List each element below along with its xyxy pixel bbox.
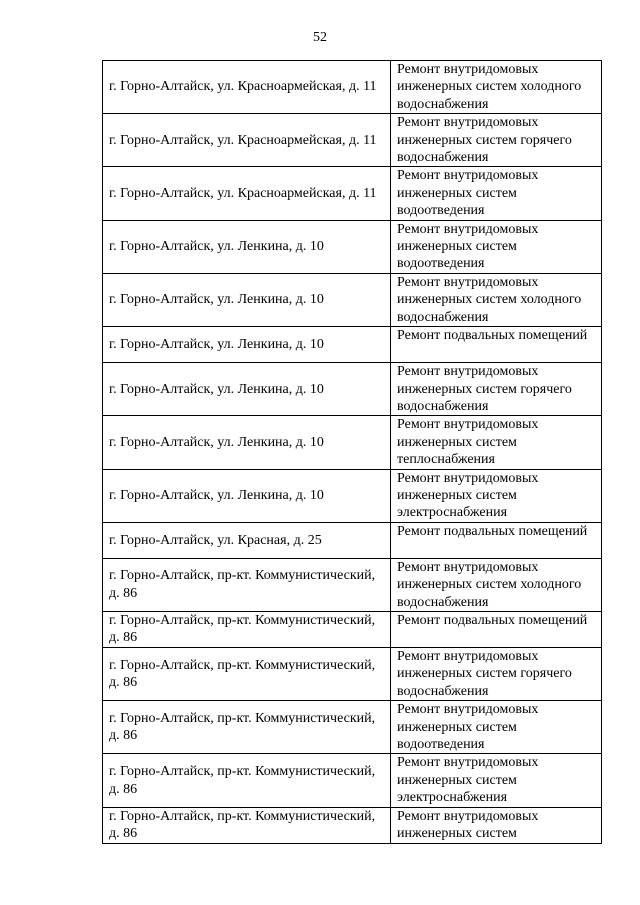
work-cell: Ремонт внутридомовых инженерных систем холодного водоснабжения	[391, 61, 602, 114]
table-row	[103, 522, 602, 558]
table-row	[103, 61, 602, 114]
address-cell: г. Горно-Алтайск, пр-кт. Коммунистический, д. 86	[103, 611, 391, 647]
address-cell: г. Горно-Алтайск, ул. Ленкина, д. 10	[103, 416, 391, 469]
work-cell: Ремонт внутридомовых инженерных систем холодного водоснабжения	[391, 558, 602, 611]
address-cell: г. Горно-Алтайск, ул. Красноармейская, д. 11	[103, 167, 391, 220]
address-cell: г. Горно-Алтайск, пр-кт. Коммунистический, д. 86	[103, 558, 391, 611]
table-row	[103, 469, 602, 522]
address-cell: г. Горно-Алтайск, ул. Красноармейская, д. 11	[103, 61, 391, 114]
work-cell: Ремонт внутридомовых инженерных систем горячего водоснабжения	[391, 647, 602, 700]
table-row	[103, 363, 602, 416]
address-cell: г. Горно-Алтайск, пр-кт. Коммунистический, д. 86	[103, 807, 391, 843]
table-row	[103, 167, 602, 220]
work-cell: Ремонт подвальных помещений	[391, 522, 602, 558]
address-cell: г. Горно-Алтайск, ул. Ленкина, д. 10	[103, 363, 391, 416]
work-cell: Ремонт внутридомовых инженерных систем водоотведения	[391, 220, 602, 273]
table-row	[103, 220, 602, 273]
table-row	[103, 416, 602, 469]
table-row	[103, 807, 602, 843]
address-cell: г. Горно-Алтайск, ул. Красноармейская, д. 11	[103, 114, 391, 167]
table-row	[103, 754, 602, 807]
address-cell: г. Горно-Алтайск, ул. Ленкина, д. 10	[103, 327, 391, 363]
work-cell: Ремонт подвальных помещений	[391, 611, 602, 647]
address-cell: г. Горно-Алтайск, пр-кт. Коммунистический, д. 86	[103, 754, 391, 807]
table-row	[103, 647, 602, 700]
work-cell: Ремонт внутридомовых инженерных систем холодного водоснабжения	[391, 273, 602, 326]
work-cell: Ремонт внутридомовых инженерных систем водоотведения	[391, 701, 602, 754]
address-cell: г. Горно-Алтайск, пр-кт. Коммунистический, д. 86	[103, 647, 391, 700]
work-cell: Ремонт внутридомовых инженерных систем	[391, 807, 602, 843]
work-cell: Ремонт внутридомовых инженерных систем электроснабжения	[391, 469, 602, 522]
works-table	[102, 60, 602, 844]
work-cell: Ремонт внутридомовых инженерных систем электроснабжения	[391, 754, 602, 807]
address-cell: г. Горно-Алтайск, ул. Красная, д. 25	[103, 522, 391, 558]
table-row	[103, 701, 602, 754]
work-cell: Ремонт подвальных помещений	[391, 327, 602, 363]
table-row	[103, 273, 602, 326]
table-row	[103, 611, 602, 647]
work-cell: Ремонт внутридомовых инженерных систем горячего водоснабжения	[391, 363, 602, 416]
work-cell: Ремонт внутридомовых инженерных систем водоотведения	[391, 167, 602, 220]
address-cell: г. Горно-Алтайск, ул. Ленкина, д. 10	[103, 220, 391, 273]
page-number: 52	[313, 30, 327, 45]
table-row	[103, 327, 602, 363]
work-cell: Ремонт внутридомовых инженерных систем горячего водоснабжения	[391, 114, 602, 167]
address-cell: г. Горно-Алтайск, пр-кт. Коммунистический, д. 86	[103, 701, 391, 754]
work-cell: Ремонт внутридомовых инженерных систем теплоснабжения	[391, 416, 602, 469]
address-cell: г. Горно-Алтайск, ул. Ленкина, д. 10	[103, 469, 391, 522]
table-row	[103, 558, 602, 611]
table-row	[103, 114, 602, 167]
address-cell: г. Горно-Алтайск, ул. Ленкина, д. 10	[103, 273, 391, 326]
